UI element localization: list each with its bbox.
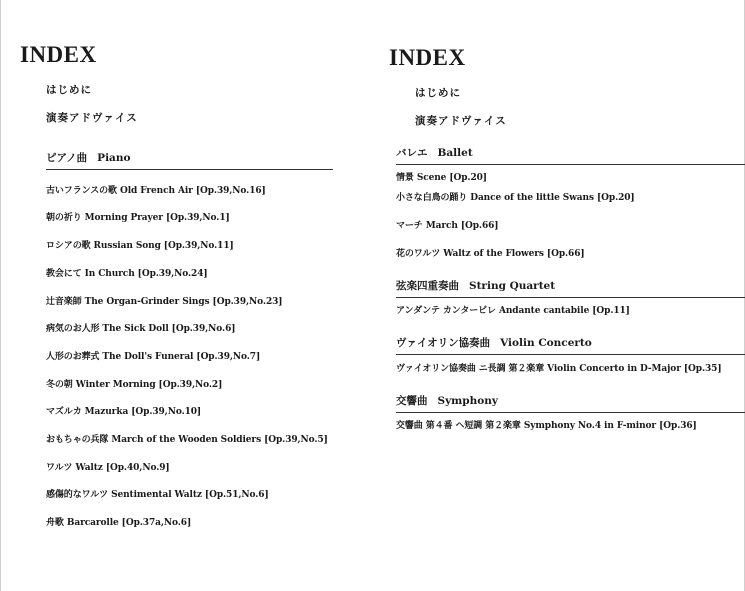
right-intro-hajimeni: はじめに <box>415 87 461 99</box>
list-item: 交響曲 第４番 ヘ短調 第２楽章 Symphony No.4 in F-minor [Op.36] <box>396 421 697 431</box>
list-item: 病気のお人形 The Sick Doll [Op.39,No.6] <box>46 324 236 334</box>
list-item: ヴァイオリン協奏曲 ニ長調 第２楽章 Violin Concerto in D-Major [Op.35] <box>396 364 722 374</box>
list-item: 舟歌 Barcarolle [Op.37a,No.6] <box>46 518 192 528</box>
section-ballet-heading <box>396 145 745 165</box>
section-violin-concerto-heading <box>396 335 745 355</box>
section-string-quartet-jp: 弦楽四重奏曲 <box>396 280 459 292</box>
section-violin-concerto-en: Violin Concerto <box>500 337 592 349</box>
section-ballet-en: Ballet <box>437 147 473 159</box>
list-item: 人形のお葬式 The Doll's Funeral [Op.39,No.7] <box>46 352 261 362</box>
section-piano-jp: ピアノ曲 <box>46 152 88 164</box>
list-item: 感傷的なワルツ Sentimental Waltz [Op.51,No.6] <box>46 490 269 500</box>
list-item: ロシアの歌 Russian Song [Op.39,No.11] <box>46 241 234 251</box>
list-item: マズルカ Mazurka [Op.39,No.10] <box>46 407 202 417</box>
list-item: マーチ March [Op.66] <box>396 221 499 231</box>
section-piano-heading <box>46 150 333 170</box>
list-item: 小さな白鳥の踊り Dance of the little Swans [Op.20] <box>396 193 635 203</box>
section-symphony-jp: 交響曲 <box>396 395 428 407</box>
list-item: アンダンテ カンタービレ Andante cantabile [Op.11] <box>396 306 630 316</box>
section-piano-en: Piano <box>97 152 131 164</box>
page-border-left <box>0 0 1 591</box>
section-symphony-en: Symphony <box>437 395 499 407</box>
section-ballet-jp: バレエ <box>396 147 428 159</box>
section-violin-concerto-jp: ヴァイオリン協奏曲 <box>396 337 491 349</box>
list-item: 花のワルツ Waltz of the Flowers [Op.66] <box>396 249 585 259</box>
list-item: ワルツ Waltz [Op.40,No.9] <box>46 463 170 473</box>
section-string-quartet-heading <box>396 278 745 298</box>
left-intro-advice: 演奏アドヴァイス <box>46 112 138 124</box>
list-item: 辻音楽師 The Organ-Grinder Sings [Op.39,No.23] <box>46 297 283 307</box>
list-item: 情景 Scene [Op.20] <box>396 173 487 183</box>
list-item: 教会にて In Church [Op.39,No.24] <box>46 269 208 279</box>
list-item: 古いフランスの歌 Old French Air [Op.39,No.16] <box>46 186 266 196</box>
left-index-title: INDEX <box>20 42 97 67</box>
left-intro-hajimeni: はじめに <box>46 84 92 96</box>
list-item: おもちゃの兵隊 March of the Wooden Soldiers [Op.39,No.5] <box>46 435 328 445</box>
section-symphony-heading <box>396 393 745 413</box>
list-item: 朝の祈り Morning Prayer [Op.39,No.1] <box>46 213 230 223</box>
list-item: 冬の朝 Winter Morning [Op.39,No.2] <box>46 380 223 390</box>
right-intro-advice: 演奏アドヴァイス <box>415 115 507 127</box>
section-string-quartet-en: String Quartet <box>469 280 556 292</box>
right-index-title: INDEX <box>389 45 466 70</box>
